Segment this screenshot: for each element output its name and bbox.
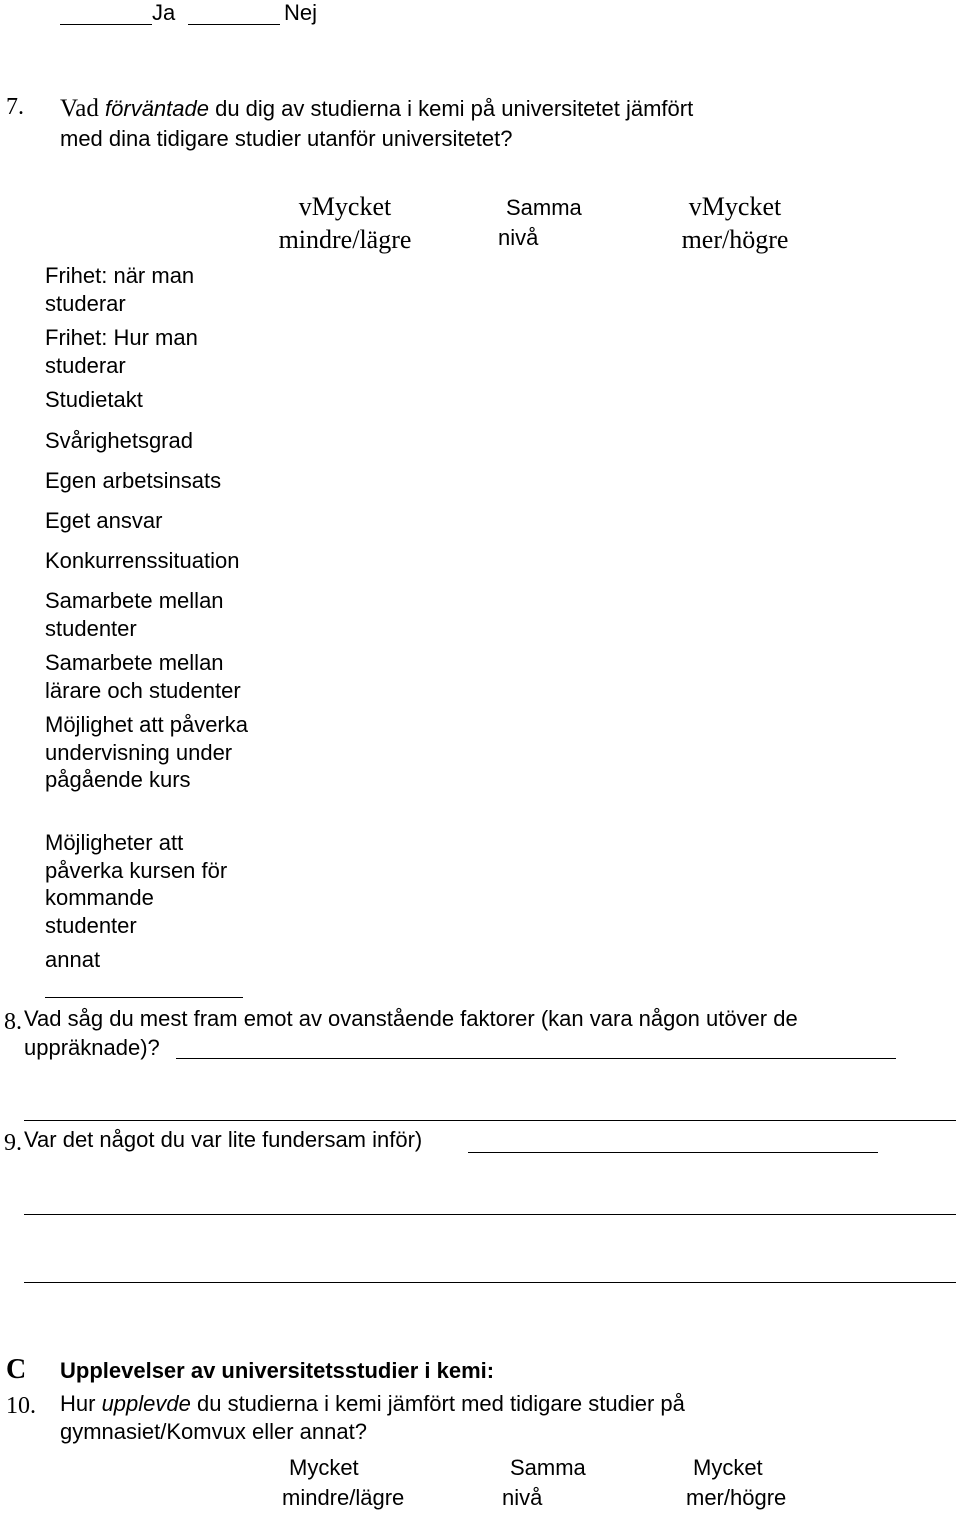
q7-item-other: annat — [45, 947, 101, 972]
q7-item-competition: Konkurrenssituation — [45, 548, 240, 573]
q10-col-much-less — [270, 1453, 430, 1513]
question-10-emphasis: upplevde — [101, 1391, 191, 1416]
q10-col-much-more-line1: Mycket — [693, 1455, 763, 1480]
q7-col-much-more — [660, 190, 810, 256]
q7-item-student-cooperation: Samarbete mellan studenter — [45, 588, 224, 641]
q7-col-much-more-line2: mer/högre — [681, 225, 789, 254]
q7-item-difficulty: Svårighetsgrad — [45, 428, 193, 453]
q7-item-influence-ongoing: Möjlighet att påverka undervisning under pågående kurs — [45, 712, 248, 792]
q8-answer-blank-1[interactable] — [176, 1058, 896, 1059]
q10-col-same — [495, 1453, 605, 1513]
question-7-text — [60, 95, 693, 123]
q7-item-own-effort: Egen arbetsinsats — [45, 468, 222, 493]
q7-item-freedom-when: Frihet: när man studerar — [45, 263, 195, 316]
q7-item-study-pace: Studietakt — [45, 387, 143, 412]
question-8-number: 8. — [4, 1009, 22, 1035]
question-7-rest: du dig av studierna i kemi på universitetet jämfört — [208, 96, 694, 121]
q10-col-much-less-line1: Mycket — [289, 1455, 359, 1480]
section-c-letter: C — [6, 1354, 27, 1385]
q7-col-same — [485, 193, 595, 253]
q7-col-same-line2: nivå — [498, 225, 539, 250]
q9-answer-blank-2[interactable] — [24, 1214, 956, 1215]
q7-item-own-responsibility: Eget ansvar — [45, 508, 163, 533]
question-10-rest: du studierna i kemi jämfört med tidigare studier på — [190, 1391, 685, 1416]
q7-col-much-less-line2: mindre/lägre — [278, 225, 412, 254]
q7-item-teacher-student-cooperation: Samarbete mellan lärare och studenter — [45, 650, 241, 703]
q10-col-same-line2: nivå — [502, 1485, 543, 1510]
section-c-title: Upplevelser av universitetsstudier i kemi: — [60, 1358, 495, 1383]
question-10-line2: gymnasiet/Komvux eller annat? — [60, 1419, 367, 1444]
question-7-number: 7. — [6, 94, 24, 120]
question-9-text: Var det något du var lite fundersam inför) — [24, 1127, 423, 1152]
q7-col-much-less — [260, 190, 430, 256]
q7-item-influence-future: Möjligheter att påverka kursen för kommande studenter — [45, 830, 228, 938]
no-blank[interactable] — [188, 24, 280, 25]
q10-col-much-less-line2: mindre/lägre — [282, 1485, 405, 1510]
yes-label: Ja — [152, 0, 176, 25]
q10-col-much-more-line2: mer/högre — [686, 1485, 787, 1510]
question-8-line2: uppräknade)? — [24, 1035, 160, 1060]
q8-answer-blank-2[interactable] — [24, 1120, 956, 1121]
question-10-text — [60, 1390, 685, 1418]
q7-col-same-line1: Samma — [506, 195, 582, 220]
q9-answer-blank-3[interactable] — [24, 1282, 956, 1283]
q7-col-much-less-line1: vMycket — [298, 192, 392, 221]
no-label: Nej — [284, 0, 318, 25]
q7-other-blank[interactable] — [45, 997, 243, 998]
question-10-number: 10. — [6, 1393, 36, 1419]
q9-answer-blank-1[interactable] — [468, 1152, 878, 1153]
question-7-emphasis: förväntade — [105, 96, 209, 121]
question-10-lead: Hur — [60, 1391, 102, 1416]
q7-item-freedom-how: Frihet: Hur man studerar — [45, 325, 198, 378]
q7-col-much-more-line1: vMycket — [688, 192, 782, 221]
q10-col-much-more — [680, 1453, 820, 1513]
question-9-number: 9. — [4, 1130, 22, 1156]
yes-blank[interactable] — [60, 24, 152, 25]
question-7-lead: Vad — [60, 95, 99, 122]
q10-col-same-line1: Samma — [510, 1455, 586, 1480]
question-8-line1: Vad såg du mest fram emot av ovanstående faktorer (kan vara någon utöver de — [24, 1006, 798, 1031]
question-7-line2: med dina tidigare studier utanför universitetet? — [60, 126, 513, 151]
